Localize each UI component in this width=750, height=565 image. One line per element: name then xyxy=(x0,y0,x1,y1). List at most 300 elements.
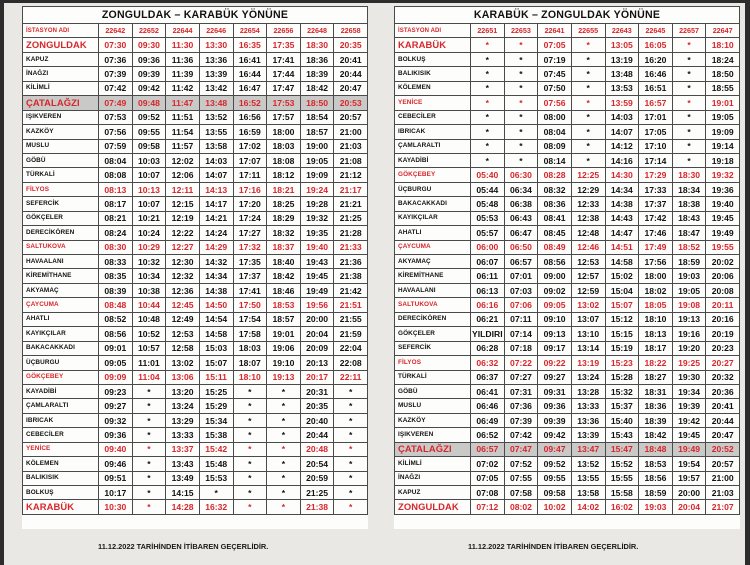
departure-time: 16:35 xyxy=(233,38,267,52)
departure-time: 19:32 xyxy=(706,168,740,182)
departure-time: 19:45 xyxy=(672,428,706,442)
departure-time: 12:02 xyxy=(166,153,200,167)
no-stop-mark: * xyxy=(672,38,706,52)
departure-time: 06:30 xyxy=(504,168,538,182)
departure-time: 15:52 xyxy=(605,457,639,471)
station-row-ahatli xyxy=(395,226,740,240)
station-name: BAKACAKKADI xyxy=(23,341,99,355)
departure-time: 17:20 xyxy=(233,197,267,211)
departure-time: 13:59 xyxy=(605,96,639,110)
no-stop-mark: * xyxy=(233,384,267,398)
station-row-kapuz xyxy=(395,486,740,500)
no-stop-mark: * xyxy=(334,457,368,471)
departure-time: 08:49 xyxy=(538,240,572,254)
station-name: SALTUKOVA xyxy=(395,298,471,312)
no-stop-mark: * xyxy=(334,442,368,456)
departure-time: 20:17 xyxy=(300,370,334,384)
departure-time: 13:49 xyxy=(166,471,200,485)
station-name: KİLİMLİ xyxy=(23,81,99,95)
no-stop-mark: * xyxy=(132,442,166,456)
departure-time: 21:25 xyxy=(334,211,368,225)
departure-time: 14:12 xyxy=(605,139,639,153)
departure-time: 15:47 xyxy=(605,442,639,456)
station-row-catalagzi xyxy=(395,442,740,456)
departure-time: 13:52 xyxy=(199,110,233,124)
departure-time: 19:25 xyxy=(672,356,706,370)
departure-time: 14:13 xyxy=(199,182,233,196)
no-stop-mark: * xyxy=(571,52,605,66)
departure-time: 07:56 xyxy=(99,125,133,139)
departure-time: 06:32 xyxy=(471,356,505,370)
station-row-karabuk xyxy=(23,500,368,514)
station-name: BOLKUŞ xyxy=(23,486,99,500)
departure-time: 18:52 xyxy=(672,240,706,254)
departure-time: 21:33 xyxy=(334,240,368,254)
departure-time: 09:47 xyxy=(538,442,572,456)
departure-time: 17:44 xyxy=(267,67,301,81)
departure-time: 12:49 xyxy=(166,312,200,326)
station-name: KARABÜK xyxy=(395,38,471,52)
departure-time: 18:22 xyxy=(639,356,673,370)
departure-time: 19:49 xyxy=(706,226,740,240)
departure-time: 14:03 xyxy=(605,110,639,124)
departure-time: 08:17 xyxy=(99,197,133,211)
departure-time: 09:58 xyxy=(132,139,166,153)
departure-time: 12:29 xyxy=(571,182,605,196)
departure-time: 15:53 xyxy=(199,471,233,485)
departure-time: 17:53 xyxy=(267,96,301,110)
departure-time: 19:06 xyxy=(267,341,301,355)
station-name: ÇAYCUMA xyxy=(395,240,471,254)
departure-time: 13:33 xyxy=(571,399,605,413)
departure-time: 12:25 xyxy=(571,168,605,182)
departure-time: 19:57 xyxy=(672,471,706,485)
departure-time: 18:56 xyxy=(639,471,673,485)
departure-time: 06:07 xyxy=(471,255,505,269)
departure-time: 19:09 xyxy=(300,168,334,182)
departure-time: 07:56 xyxy=(538,96,572,110)
departure-time: 20:41 xyxy=(706,399,740,413)
departure-time: 05:48 xyxy=(471,197,505,211)
departure-time: 06:21 xyxy=(471,312,505,326)
no-stop-mark: * xyxy=(672,110,706,124)
departure-time: 14:17 xyxy=(199,197,233,211)
station-name: GÖKÇELER xyxy=(23,211,99,225)
departure-time: 12:53 xyxy=(166,327,200,341)
departure-time: 19:35 xyxy=(300,226,334,240)
station-column-header: İSTASYON ADI xyxy=(23,24,99,38)
station-row-kilimli xyxy=(395,457,740,471)
departure-time: 07:39 xyxy=(504,413,538,427)
departure-time: 08:28 xyxy=(538,168,572,182)
departure-time: 17:37 xyxy=(233,269,267,283)
departure-time: 07:30 xyxy=(99,38,133,52)
departure-time: 07:39 xyxy=(99,67,133,81)
station-name: SEFERCİK xyxy=(23,197,99,211)
departure-time: 09:17 xyxy=(538,341,572,355)
departure-time: 19:14 xyxy=(706,139,740,153)
departure-time: 18:47 xyxy=(672,226,706,240)
departure-time: 06:49 xyxy=(471,413,505,427)
departure-time: 17:41 xyxy=(267,52,301,66)
departure-time: 21:00 xyxy=(706,471,740,485)
departure-time: 13:58 xyxy=(571,486,605,500)
departure-time: 14:03 xyxy=(199,153,233,167)
departure-time: 20:44 xyxy=(706,413,740,427)
departure-time: 14:58 xyxy=(199,327,233,341)
departure-time: 20:04 xyxy=(300,327,334,341)
timetable-karabuk-zonguldak xyxy=(394,6,740,529)
departure-time: 19:45 xyxy=(300,269,334,283)
departure-time: 07:47 xyxy=(504,442,538,456)
departure-time: 17:11 xyxy=(233,168,267,182)
station-name: KİREMİTHANE xyxy=(23,269,99,283)
station-row-kayikcilar xyxy=(23,327,368,341)
station-row-gokcebey xyxy=(23,370,368,384)
departure-time: 15:11 xyxy=(199,370,233,384)
station-name: IŞIKVEREN xyxy=(23,110,99,124)
departure-time: 09:42 xyxy=(538,428,572,442)
departure-time: 18:55 xyxy=(706,81,740,95)
departure-time: 15:42 xyxy=(199,442,233,456)
departure-time: 09:52 xyxy=(538,457,572,471)
departure-time: 17:42 xyxy=(639,211,673,225)
departure-time: 12:30 xyxy=(166,255,200,269)
station-name: İNAĞZI xyxy=(23,67,99,81)
departure-time: 12:32 xyxy=(166,269,200,283)
no-stop-mark: * xyxy=(132,384,166,398)
station-row-filyos xyxy=(395,356,740,370)
no-stop-mark: * xyxy=(334,384,368,398)
station-row-kiremithane xyxy=(23,269,368,283)
departure-time: 18:46 xyxy=(267,283,301,297)
station-name: KİREMİTHANE xyxy=(395,269,471,283)
departure-time: 17:14 xyxy=(639,153,673,167)
train-number-header: 22657 xyxy=(672,24,706,38)
departure-time: 15:38 xyxy=(199,428,233,442)
departure-time: 21:38 xyxy=(300,500,334,514)
departure-time: 17:01 xyxy=(639,110,673,124)
train-number-header: 22652 xyxy=(132,24,166,38)
station-row-caycuma xyxy=(395,240,740,254)
departure-time: 19:09 xyxy=(706,125,740,139)
departure-time: 20:00 xyxy=(672,486,706,500)
station-name: CEBECİLER xyxy=(23,428,99,442)
departure-time: 17:56 xyxy=(639,255,673,269)
departure-time: 18:42 xyxy=(267,269,301,283)
departure-time: 16:20 xyxy=(639,52,673,66)
departure-time: 14:47 xyxy=(605,226,639,240)
departure-time: 20:35 xyxy=(334,38,368,52)
departure-time: 13:19 xyxy=(605,52,639,66)
departure-time: 19:45 xyxy=(706,211,740,225)
station-name: KÖLEMEN xyxy=(23,457,99,471)
station-name: TÜRKALİ xyxy=(395,370,471,384)
departure-time: 09:40 xyxy=(99,442,133,456)
no-stop-mark: * xyxy=(233,399,267,413)
departure-time: 07:18 xyxy=(504,341,538,355)
departure-time: 19:18 xyxy=(706,153,740,167)
departure-time: 06:50 xyxy=(504,240,538,254)
no-stop-mark: * xyxy=(504,153,538,167)
station-name: ZONGULDAK xyxy=(395,500,471,514)
station-name: AKYAMAÇ xyxy=(395,255,471,269)
station-name: DERECİKÖREN xyxy=(23,226,99,240)
station-name: KAYADİBİ xyxy=(23,384,99,398)
station-row-cebeciler xyxy=(395,110,740,124)
station-row-ucburgu xyxy=(23,356,368,370)
departure-time: 19:05 xyxy=(706,110,740,124)
departure-time: 14:29 xyxy=(199,240,233,254)
station-row-bolkus xyxy=(23,486,368,500)
validity-note: 11.12.2022 TARİHİNDEN İTİBAREN GEÇERLİDİR. xyxy=(98,542,269,551)
departure-time: 09:36 xyxy=(538,399,572,413)
departure-time: 07:50 xyxy=(538,81,572,95)
departure-time: 20:27 xyxy=(706,356,740,370)
station-row-ibricak xyxy=(23,413,368,427)
timetable-title: KARABÜK – ZONGULDAK YÖNÜNE xyxy=(395,7,740,24)
departure-time: 08:30 xyxy=(99,240,133,254)
departure-time: 11:57 xyxy=(166,139,200,153)
departure-time: 15:55 xyxy=(605,471,639,485)
departure-time: 20:47 xyxy=(334,81,368,95)
station-name: GÖKÇEBEY xyxy=(23,370,99,384)
station-name: ÜÇBURGU xyxy=(395,182,471,196)
departure-time: 14:30 xyxy=(605,168,639,182)
departure-time: 21:03 xyxy=(334,139,368,153)
departure-time: 19:05 xyxy=(672,283,706,297)
departure-time: 15:19 xyxy=(605,341,639,355)
station-row-gobu xyxy=(395,384,740,398)
no-stop-mark: * xyxy=(132,428,166,442)
station-name: KARABÜK xyxy=(23,500,99,514)
departure-time: 13:02 xyxy=(166,356,200,370)
no-stop-mark: * xyxy=(233,428,267,442)
station-row-filyos xyxy=(23,182,368,196)
departure-time: 20:16 xyxy=(706,312,740,326)
no-stop-mark: * xyxy=(267,486,301,500)
no-stop-mark: * xyxy=(471,96,505,110)
departure-time: 17:47 xyxy=(267,81,301,95)
no-stop-mark: * xyxy=(571,125,605,139)
departure-time: 14:02 xyxy=(571,500,605,514)
station-name: ÇAYCUMA xyxy=(23,298,99,312)
station-row-zonguldak xyxy=(23,38,368,52)
station-name: ÇATALAĞZI xyxy=(395,442,471,456)
no-stop-mark: * xyxy=(233,500,267,514)
departure-time: 18:50 xyxy=(300,96,334,110)
departure-time: 09:39 xyxy=(538,413,572,427)
departure-time: 13:24 xyxy=(571,370,605,384)
departure-time: 18:07 xyxy=(233,356,267,370)
departure-time: 08:32 xyxy=(538,182,572,196)
departure-time: 14:54 xyxy=(199,312,233,326)
station-name: FİLYOS xyxy=(395,356,471,370)
departure-time: 18:53 xyxy=(639,457,673,471)
departure-time: 18:59 xyxy=(672,255,706,269)
no-stop-mark: * xyxy=(672,96,706,110)
departure-time: 20:00 xyxy=(300,312,334,326)
departure-time: 06:57 xyxy=(504,255,538,269)
no-stop-mark: * xyxy=(471,110,505,124)
no-stop-mark: * xyxy=(267,428,301,442)
departure-time: 14:07 xyxy=(605,125,639,139)
departure-time: 05:44 xyxy=(471,182,505,196)
departure-time: 18:42 xyxy=(300,81,334,95)
departure-time: 17:49 xyxy=(639,240,673,254)
departure-time: 20:41 xyxy=(334,52,368,66)
departure-time: 14:24 xyxy=(199,226,233,240)
station-row-yenice xyxy=(23,442,368,456)
departure-time: 12:57 xyxy=(571,269,605,283)
departure-time: 20:44 xyxy=(300,428,334,442)
station-row-camlaralti xyxy=(395,139,740,153)
station-row-balikisik xyxy=(23,471,368,485)
departure-time: 13:55 xyxy=(199,125,233,139)
departure-time: 09:09 xyxy=(99,370,133,384)
departure-time: 09:00 xyxy=(538,269,572,283)
departure-time: 12:48 xyxy=(571,226,605,240)
departure-time: 20:08 xyxy=(706,283,740,297)
timetable-title-row xyxy=(23,7,368,24)
departure-time: 10:02 xyxy=(538,500,572,514)
no-stop-mark: * xyxy=(571,110,605,124)
departure-time: 09:10 xyxy=(538,312,572,326)
departure-time: 17:10 xyxy=(639,139,673,153)
departure-time: 18:25 xyxy=(267,197,301,211)
departure-time: 18:48 xyxy=(639,442,673,456)
departure-time: 12:11 xyxy=(166,182,200,196)
departure-time: 18:10 xyxy=(233,370,267,384)
departure-time: 10:07 xyxy=(132,197,166,211)
departure-time: 10:17 xyxy=(99,486,133,500)
departure-time: 17:33 xyxy=(639,182,673,196)
frame-edge xyxy=(0,0,4,565)
departure-time: 16:05 xyxy=(639,38,673,52)
station-name: CEBECİLER xyxy=(395,110,471,124)
departure-time: 15:37 xyxy=(605,399,639,413)
station-row-bakacakkadi xyxy=(395,197,740,211)
no-stop-mark: * xyxy=(267,442,301,456)
station-name: ÇATALAĞZI xyxy=(23,96,99,110)
departure-time: 13:42 xyxy=(199,81,233,95)
departure-time: 06:52 xyxy=(471,428,505,442)
station-name: TÜRKALİ xyxy=(23,168,99,182)
departure-time: 13:58 xyxy=(199,139,233,153)
departure-time: 17:29 xyxy=(639,168,673,182)
station-row-akyamac xyxy=(395,255,740,269)
departure-time: 10:57 xyxy=(132,341,166,355)
departure-time: 20:40 xyxy=(300,413,334,427)
departure-time: 18:43 xyxy=(672,211,706,225)
station-name: GÖKÇEBEY xyxy=(395,168,471,182)
departure-time: 09:48 xyxy=(132,96,166,110)
departure-time: 15:15 xyxy=(605,327,639,341)
departure-time: 14:50 xyxy=(199,298,233,312)
station-name: GÖBÜ xyxy=(395,384,471,398)
no-stop-mark: * xyxy=(672,52,706,66)
departure-time: 13:36 xyxy=(199,52,233,66)
station-row-kayadibi xyxy=(23,384,368,398)
departure-time: 08:39 xyxy=(99,283,133,297)
departure-time: 19:01 xyxy=(706,96,740,110)
frame-edge xyxy=(0,0,750,3)
departure-time: 20:23 xyxy=(706,341,740,355)
no-stop-mark: * xyxy=(233,413,267,427)
departure-time: 07:14 xyxy=(504,327,538,341)
departure-time: 21:59 xyxy=(334,327,368,341)
departure-time: 08:52 xyxy=(99,312,133,326)
departure-time: 07:12 xyxy=(471,500,505,514)
departure-time: 18:37 xyxy=(267,240,301,254)
no-stop-mark: * xyxy=(471,52,505,66)
departure-time: 21:21 xyxy=(334,197,368,211)
no-stop-mark: * xyxy=(504,81,538,95)
departure-time: 19:54 xyxy=(672,457,706,471)
station-name: GÖBÜ xyxy=(23,153,99,167)
departure-time: 20:36 xyxy=(706,384,740,398)
departure-time: 21:17 xyxy=(334,182,368,196)
departure-time: 06:37 xyxy=(471,370,505,384)
departure-time: 07:27 xyxy=(504,370,538,384)
departure-time: 08:41 xyxy=(538,211,572,225)
departure-time: 07:42 xyxy=(99,81,133,95)
no-stop-mark: * xyxy=(571,67,605,81)
no-stop-mark: * xyxy=(504,38,538,52)
departure-time: 09:39 xyxy=(132,67,166,81)
station-name: YENİCE xyxy=(23,442,99,456)
departure-time: 17:32 xyxy=(233,240,267,254)
departure-time: 18:59 xyxy=(639,486,673,500)
departure-time: 15:40 xyxy=(605,413,639,427)
departure-time: 14:38 xyxy=(199,283,233,297)
departure-time: 08:56 xyxy=(538,255,572,269)
departure-time: 11:36 xyxy=(166,52,200,66)
departure-time: 14:34 xyxy=(605,182,639,196)
no-stop-mark: * xyxy=(672,125,706,139)
departure-time: 13:36 xyxy=(571,413,605,427)
departure-time: 15:23 xyxy=(605,356,639,370)
station-name: HAVAALANI xyxy=(395,283,471,297)
station-name: BAKACAKKADI xyxy=(395,197,471,211)
no-stop-mark: * xyxy=(504,139,538,153)
departure-time: 13:48 xyxy=(605,67,639,81)
station-row-kapuz xyxy=(23,52,368,66)
departure-time: 10:07 xyxy=(132,168,166,182)
departure-time: 15:03 xyxy=(199,341,233,355)
departure-time: 08:00 xyxy=(538,110,572,124)
validity-note: 11.12.2022 TARİHİNDEN İTİBAREN GEÇERLİDİR. xyxy=(468,542,639,551)
station-name: IBRICAK xyxy=(395,125,471,139)
no-stop-mark: * xyxy=(471,67,505,81)
departure-time: 08:04 xyxy=(99,153,133,167)
departure-time: 21:55 xyxy=(334,312,368,326)
station-column-header: İSTASYON ADI xyxy=(395,24,471,38)
station-name: DERECİKÖREN xyxy=(395,312,471,326)
departure-time: 07:52 xyxy=(504,457,538,471)
departure-time: 17:07 xyxy=(233,153,267,167)
departure-time: 11:51 xyxy=(166,110,200,124)
no-stop-mark: * xyxy=(132,413,166,427)
departure-time: 08:35 xyxy=(99,269,133,283)
departure-time: 10:48 xyxy=(132,312,166,326)
departure-time: 18:24 xyxy=(706,52,740,66)
departure-time: 10:30 xyxy=(99,500,133,514)
station-name: FİLYOS xyxy=(23,182,99,196)
departure-time: 10:13 xyxy=(132,182,166,196)
station-name: ÜÇBURGU xyxy=(23,356,99,370)
departure-time: 05:53 xyxy=(471,211,505,225)
